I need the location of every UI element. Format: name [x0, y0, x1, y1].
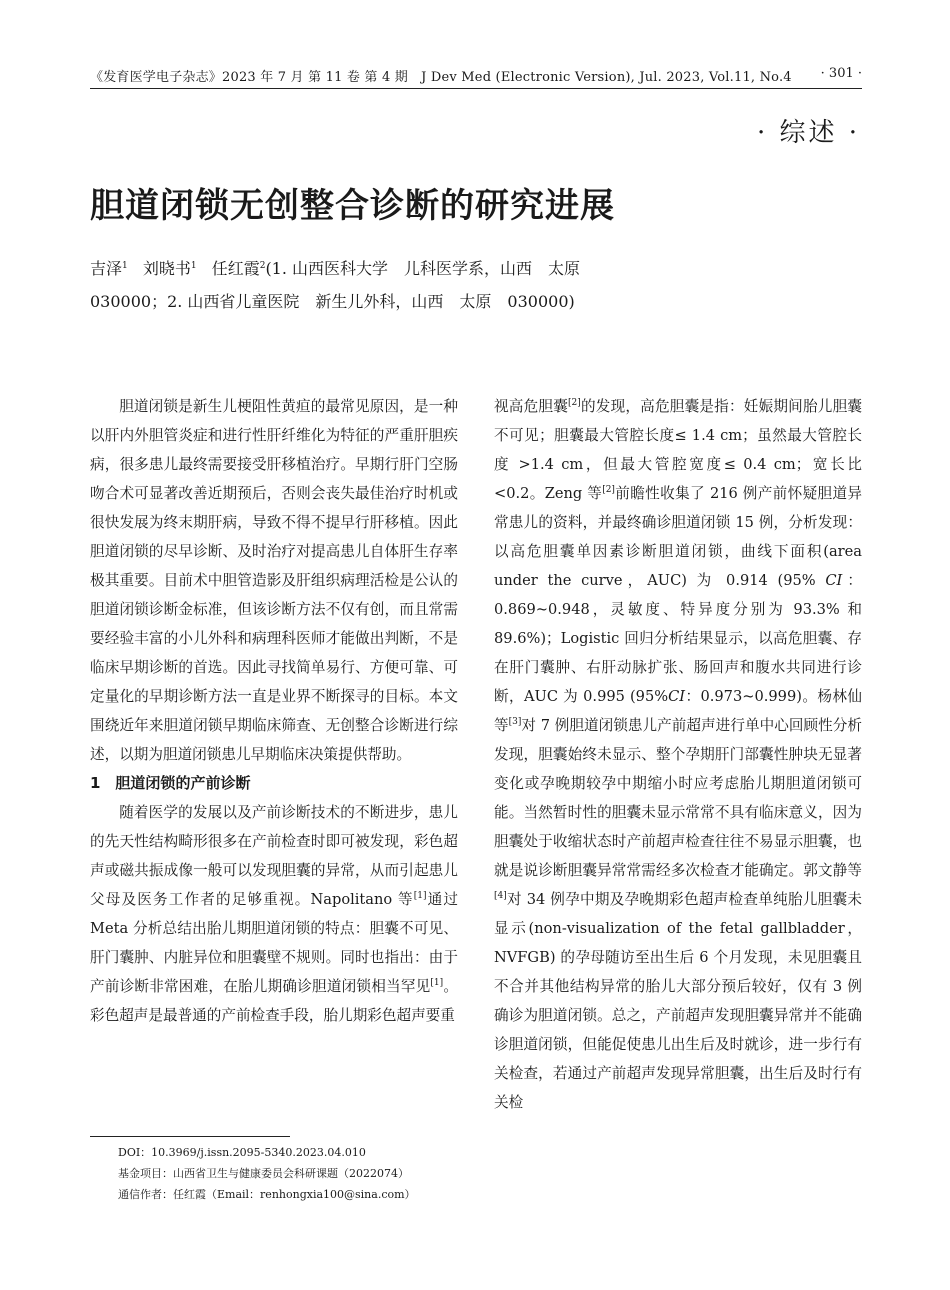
- running-header: [90, 66, 862, 89]
- affiliation-line: 030000；2. 山西省儿童医院 新生儿外科，山西 太原 030000): [90, 292, 575, 311]
- citation-ref[interactable]: [1]: [430, 978, 444, 988]
- citation-ref[interactable]: [3]: [508, 717, 522, 727]
- body-column-left: [90, 392, 458, 1030]
- footnote-divider: [90, 1136, 290, 1137]
- author-name: 刘晓书: [142, 259, 191, 278]
- author-name: 吉泽: [90, 259, 123, 278]
- body-paragraph: 视高危胆囊[2]的发现，高危胆囊是指：妊娠期间胎儿胆囊不可见；胆囊最大管腔长度≤ 1.4 cm；虽然最大管腔长度 >1.4 cm，但最大管腔宽度≤ 0.4 cm；宽长比 <0.2。Zeng 等[2]前瞻性收集了 216 例产前怀疑胆道异常患儿的资料，并最终确诊胆道闭锁 15 例，分析发现：以高危胆囊单因素诊断胆道闭锁，曲线下面积(area under the curve，AUC) 为 0.914 (95% CI：0.869~0.948，灵敏度、特异度分别为 93.3% 和 89.6%)；Logistic 回归分析结果显示，以高危胆囊、存在肝门囊肿、右肝动脉扩张、肠回声和腹水共同进行诊断，AUC 为 0.995 (95%CI：0.973~0.999)。杨林仙等[3]对 7 例胆道闭锁患儿产前超声进行单中心回顾性分析发现，胆囊始终未显示、整个孕期肝门部囊性肿块无显著变化或孕晚期较孕中期缩小时应考虑胎儿期胆道闭锁可能。当然暂时性的胆囊未显示常常不具有临床意义，因为胆囊处于收缩状态时产前超声检查往往不易显示胆囊，也就是说诊断胆囊异常常需经多次检查才能确定。郭文静等[4]对 34 例孕中期及孕晚期彩色超声检查单纯胎儿胆囊未显示(non-visualization of the fetal gallbladder，NVFGB) 的孕母随访至出生后 6 个月发现，未见胆囊且不合并其他结构异常的胎儿大部分预后较好，仅有 3 例确诊为胆道闭锁。总之，产前超声发现胆囊异常并不能确诊胆道闭锁，但能促使患儿出生后及时就诊，进一步行有关检查，若通过产前超声发现异常胆囊，出生后及时行有关检: [494, 398, 862, 1111]
- citation-ref[interactable]: [4]: [494, 891, 507, 901]
- citation-ref[interactable]: [2]: [568, 398, 581, 408]
- section-tag: · 综述 ·: [756, 118, 860, 148]
- section-heading: 1 胆道闭锁的产前诊断: [90, 774, 251, 792]
- fund-line: 基金项目：山西省卫生与健康委员会科研课题（2022074）: [118, 1167, 409, 1180]
- doi-line: DOI：10.3969/j.issn.2095-5340.2023.04.010: [118, 1146, 366, 1159]
- journal-citation: 《发育医学电子杂志》2023 年 7 月 第 11 卷 第 4 期 J Dev Med (Electronic Version), Jul. 2023, Vol.11, No.4: [90, 70, 792, 85]
- author-affil-mark: 2: [259, 261, 266, 271]
- author-affil-mark: 1: [122, 261, 128, 271]
- body-paragraph: 胆道闭锁是新生儿梗阻性黄疸的最常见原因，是一种以肝内外胆管炎症和进行性肝纤维化为特征的严重肝胆疾病，很多患儿最终需要接受肝移植治疗。早期行肝门空肠吻合术可显著改善近期预后，否则会丧失最佳治疗时机或很快发展为终末期肝病，导致不得不提早行肝移植。因此胆道闭锁的尽早诊断、及时治疗对提高患儿自体肝生存率极其重要。目前术中胆管造影及肝组织病理活检是公认的胆道闭锁诊断金标准，但该诊断方法不仅有创，而且常需要经验丰富的小儿外科和病理科医师才能做出判断，不是临床早期诊断的首选。因此寻找简单易行、方便可靠、可定量化的早期诊断方法一直是业界不断探寻的目标。本文围绕近年来胆道闭锁早期临床筛查、无创整合诊断进行综述，以期为胆道闭锁患儿早期临床决策提供帮助。: [90, 398, 458, 763]
- affiliation-line: (1. 山西医科大学 儿科医学系，山西 太原: [265, 259, 581, 278]
- body-column-right: [494, 392, 862, 1117]
- author-affil-mark: 1: [190, 261, 197, 271]
- page-number: · 301 ·: [820, 66, 862, 81]
- corresponding-author-line: 通信作者：任红霞（Email：renhongxia100@sina.com）: [118, 1188, 416, 1201]
- citation-ref[interactable]: [2]: [602, 485, 615, 495]
- article-title: 胆道闭锁无创整合诊断的研究进展: [90, 186, 615, 226]
- author-block: [90, 252, 880, 318]
- footnotes: [118, 1142, 416, 1205]
- body-paragraph: 随着医学的发展以及产前诊断技术的不断进步，患儿的先天性结构畸形很多在产前检查时即可被发现，彩色超声或磁共振成像一般可以发现胆囊的异常，从而引起患儿父母及医务工作者的足够重视。Napolitano 等[1]通过 Meta 分析总结出胎儿期胆道闭锁的特点：胆囊不可见、肝门囊肿、内脏异位和胆囊壁不规则。同时也指出：由于产前诊断非常困难，在胎儿期确诊胆道闭锁相当罕见[1]。彩色超声是最普通的产前检查手段，胎儿期彩色超声要重: [90, 804, 458, 1024]
- author-name: 任红霞: [211, 259, 260, 278]
- citation-ref[interactable]: [1]: [413, 891, 427, 901]
